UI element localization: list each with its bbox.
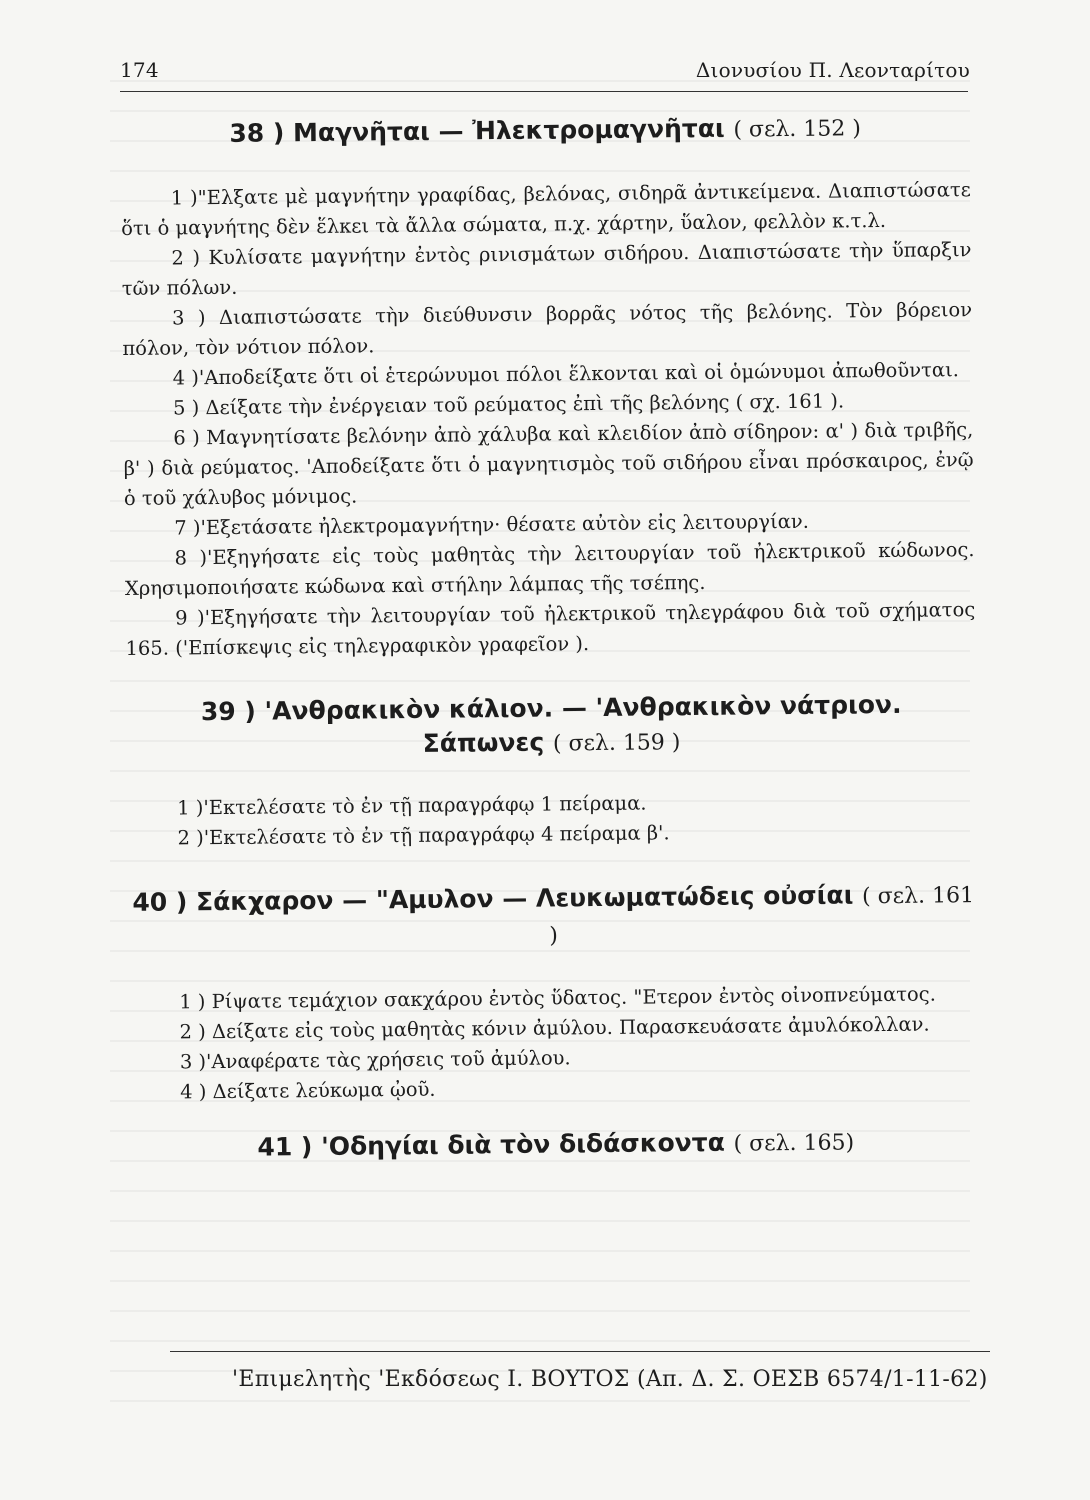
exercise-38-8: 8 )'Εξηγήσατε εἰς τοὺς μαθητὰς τὴν λειτουργίαν τοῦ ἠλεκτρικοῦ κώδωνος. Χρησιμοποιήσατε κώδωνα καὶ στήλην λάμπας τῆς τσέπης. <box>124 538 975 600</box>
section-heading: Σάκχαρον — "Αμυλον — Λευκωματώδεις οὐσίαι <box>195 880 854 917</box>
exercise-38-3: 3 ) Διαπιστώσατε τὴν διεύθυνσιν βορρᾶς νότος τῆς βελόνης. Τὸν βόρειον πόλον, τὸν νότιον πόλον. <box>122 298 973 360</box>
section-page-ref: ( σελ. 159 ) <box>552 730 681 757</box>
section-number: 40 ) <box>132 887 188 917</box>
exercise-38-5: 5 ) Δείξατε τὴν ἐνέργειαν τοῦ ρεύματος ἐπὶ τῆς βελόνης ( σχ. 161 ). <box>172 389 845 420</box>
page-number: 174 <box>120 58 159 82</box>
section-title-41 <box>131 1123 981 1168</box>
section-number: 39 ) <box>200 696 256 727</box>
section-page-ref: ( σελ. 161 ) <box>549 883 975 949</box>
exercise-38-2: 2 ) Κυλίσατε μαγνήτην ἐντὸς ρινισμάτων σιδήρου. Διαπιστώσατε τὴν ὕπαρξιν τῶν πόλων. <box>121 238 972 300</box>
exercise-38-6: 6 ) Μαγνητίσατε βελόνην ἀπὸ χάλυβα καὶ κλειδίον ἀπὸ σίδηρον: α' ) διὰ τριβῆς, β' ) διὰ ρεύματος. 'Αποδείξατε ὅτι ὁ μαγνητισμὸς τοῦ σιδήρου εἶναι πρόσκαιρος, ἐνῷ ὁ τοῦ χάλυβος μόνιμος. <box>123 418 974 510</box>
section-heading: Μαγνῆται — Ἠλεκτρομαγνῆται <box>292 113 725 148</box>
exercise-40-3: 3 )'Αναφέρατε τὰς χρήσεις τοῦ ἀμύλου. <box>179 1046 571 1074</box>
section-title-38 <box>120 109 970 154</box>
page-header <box>120 58 970 86</box>
exercise-39-2: 2 )'Εκτελέσατε τὸ ἐν τῇ παραγράφῳ 4 πείραμα β'. <box>177 821 670 850</box>
page-content <box>120 109 981 1198</box>
exercise-38-7: 7 )'Εξετάσατε ἠλεκτρομαγνήτην· θέσατε αὐτὸν εἰς λειτουργίαν. <box>174 509 809 540</box>
section-page-ref: ( σελ. 152 ) <box>733 116 862 143</box>
footer-rule <box>170 1351 990 1352</box>
section-heading-line2: Σάπωνες <box>422 727 545 758</box>
section-heading: 'Οδηγίαι διὰ τὸν διδάσκοντα <box>320 1127 726 1161</box>
publisher-footer: 'Επιμελητὴς 'Εκδόσεως Ι. ΒΟΥΤΟΣ (Απ. Δ. Σ. ΟΕΣΒ 6574/1-11-62) <box>232 1367 988 1392</box>
exercise-40-2: 2 ) Δείξατε εἰς τοὺς μαθητὰς κόνιν ἀμύλου. Παρασκευάσατε ἀμυλόκολλαν. <box>179 1012 930 1044</box>
exercise-38-4: 4 )'Αποδείξατε ὅτι οἱ ἑτερώνυμοι πόλοι ἕλκονται καὶ οἱ ὁμώνυμοι ἀπωθοῦνται. <box>172 358 959 390</box>
exercise-38-9: 9 )'Εξηγήσατε τὴν λειτουργίαν τοῦ ἠλεκτρικοῦ τηλεγράφου διὰ τοῦ σχήματος 165. ('Επίσκεψις εἰς τηλεγραφικὸν γραφεῖον ). <box>125 598 976 660</box>
section-title-40 <box>128 877 979 958</box>
exercise-40-4: 4 ) Δείξατε λεύκωμα ᾠοῦ. <box>180 1077 436 1104</box>
section-page-ref: ( σελ. 165) <box>733 1130 855 1157</box>
header-rule <box>120 91 968 92</box>
running-head: Διονυσίου Π. Λεονταρίτου <box>695 58 970 82</box>
section-title-39 <box>126 687 977 766</box>
section-heading: 'Ανθρακικὸν κάλιον. — 'Ανθρακικὸν νάτριον. <box>264 689 902 726</box>
exercise-40-1: 1 ) Ρίψατε τεμάχιον σακχάρου ἐντὸς ὕδατος. "Ετερον ἐντὸς οἰνοπνεύματος. <box>179 982 936 1014</box>
exercise-38-1: 1 )"Ελξατε μὲ μαγνήτην γραφίδας, βελόνας, σιδηρᾶ ἀντικείμενα. Διαπιστώσατε ὅτι ὁ μαγνήτης δὲν ἕλκει τὰ ἄλλα σώματα, π.χ. χάρτην, ὕαλον, φελλὸν κ.τ.λ. <box>121 178 971 240</box>
exercise-39-1: 1 )'Εκτελέσατε τὸ ἐν τῇ παραγράφῳ 1 πείραμα. <box>177 791 647 820</box>
section-number: 38 ) <box>229 118 285 148</box>
section-number: 41 ) <box>257 1132 313 1162</box>
